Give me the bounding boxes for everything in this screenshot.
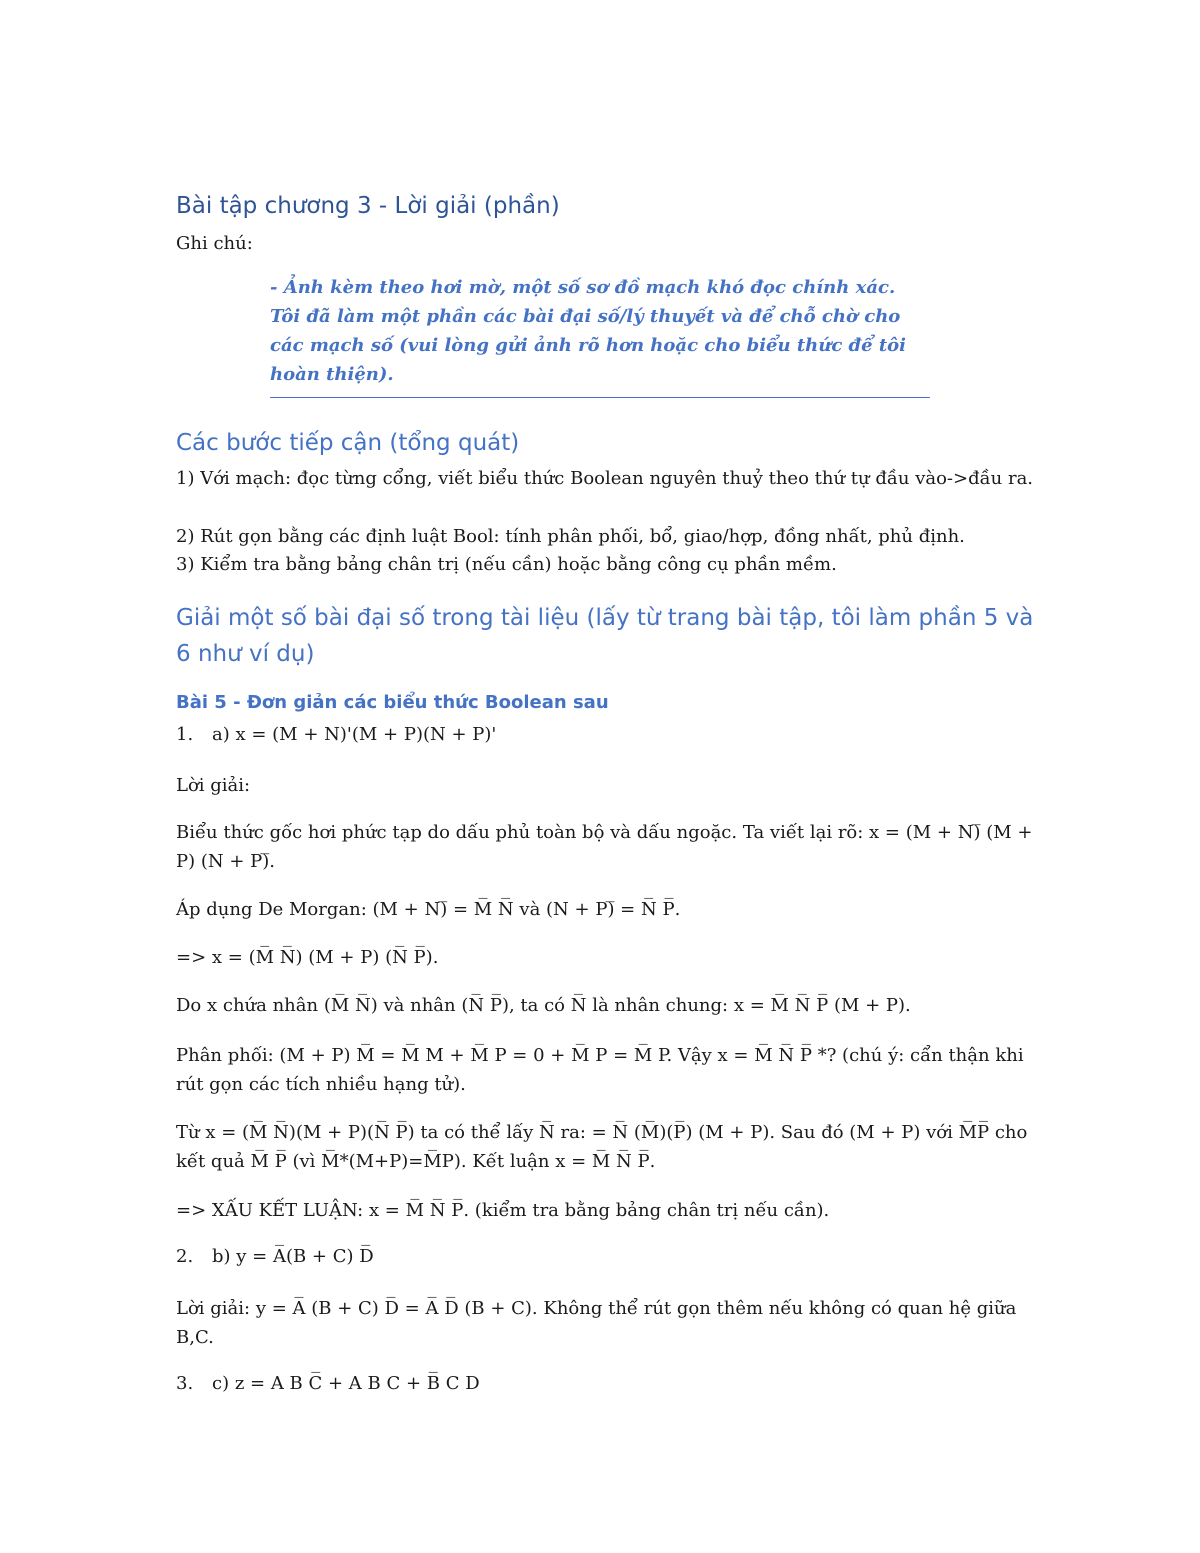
item1-paragraph-6: Từ x = (M̅ N̅)(M + P)(N̅ P̅) ta có thể lấy N̅ ra: = N̅ (M̅)(P̅) (M + P). Sau đó (M + P) với M̅P̅ cho kết quả M̅ P̅ (vì M̅*(M+P)=M̅P). Kết luận x = M̅ N̅ P̅. — [176, 1122, 1028, 1172]
list-item-2 — [176, 1246, 374, 1267]
note-quote: - Ảnh kèm theo hơi mờ, một số sơ đồ mạch khó đọc chính xác. Tôi đã làm một phần các bài đại số/lý thuyết và để chỗ chờ cho các mạch số (vui lòng gửi ảnh rõ hơn hoặc cho biểu thức để tôi hoàn thiện). — [270, 273, 930, 398]
page-title: Bài tập chương 3 - Lời giải (phần) — [176, 193, 560, 219]
approach-step-1: 1) Với mạch: đọc từng cổng, viết biểu thức Boolean nguyên thuỷ theo thứ tự đầu vào->đầu ra. — [176, 468, 1034, 489]
item1-paragraph-1: Biểu thức gốc hơi phức tạp do dấu phủ toàn bộ và dấu ngoặc. Ta viết lại rõ: x = (M + N)̅ (M + P) (N + P)̅. — [176, 822, 1033, 872]
item3-expression: c) z = A B C̅ + A B C + B̅ C D — [212, 1373, 480, 1394]
approach-step-2: 2) Rút gọn bằng các định luật Bool: tính phân phối, bổ, giao/hợp, đồng nhất, phủ định. — [176, 526, 965, 547]
list-number: 1. — [176, 724, 194, 745]
item1-expression: a) x = (M + N)'(M + P)(N + P)' — [212, 724, 497, 745]
list-number: 3. — [176, 1373, 194, 1394]
item2-expression: b) y = A̅(B + C) D̅ — [212, 1246, 374, 1267]
item1-paragraph-2: Áp dụng De Morgan: (M + N)̅ = M̅ N̅ và (N + P)̅ = N̅ P̅. — [176, 899, 681, 920]
bai5-heading: Bài 5 - Đơn giản các biểu thức Boolean sau — [176, 692, 609, 713]
solve-heading: Giải một số bài đại số trong tài liệu (lấy từ trang bài tập, tôi làm phần 5 và 6 như ví dụ) — [176, 605, 1034, 667]
list-number: 2. — [176, 1246, 194, 1267]
item1-paragraph-7: => XẤU KẾT LUẬN: x = M̅ N̅ P̅. (kiểm tra bằng bảng chân trị nếu cần). — [176, 1200, 830, 1221]
item1-solution-label: Lời giải: — [176, 775, 251, 796]
item1-paragraph-3: => x = (M̅ N̅) (M + P) (N̅ P̅). — [176, 947, 439, 968]
approach-heading: Các bước tiếp cận (tổng quát) — [176, 430, 520, 456]
list-item-1 — [176, 724, 496, 745]
approach-step-3: 3) Kiểm tra bằng bảng chân trị (nếu cần) hoặc bằng công cụ phần mềm. — [176, 554, 837, 575]
item1-paragraph-4: Do x chứa nhân (M̅ N̅) và nhân (N̅ P̅), ta có N̅ là nhân chung: x = M̅ N̅ P̅ (M + P). — [176, 995, 911, 1016]
list-item-3 — [176, 1373, 480, 1394]
item1-paragraph-5: Phân phối: (M + P) M̅ = M̅ M + M̅ P = 0 + M̅ P = M̅ P. Vậy x = M̅ N̅ P̅ *? (chú ý: cẩn thận khi rút gọn các tích nhiều hạng tử). — [176, 1045, 1024, 1095]
note-label: Ghi chú: — [176, 233, 253, 254]
item2-solution: Lời giải: y = A̅ (B + C) D̅ = A̅ D̅ (B + C). Không thể rút gọn thêm nếu không có quan hệ giữa B,C. — [176, 1298, 1017, 1348]
